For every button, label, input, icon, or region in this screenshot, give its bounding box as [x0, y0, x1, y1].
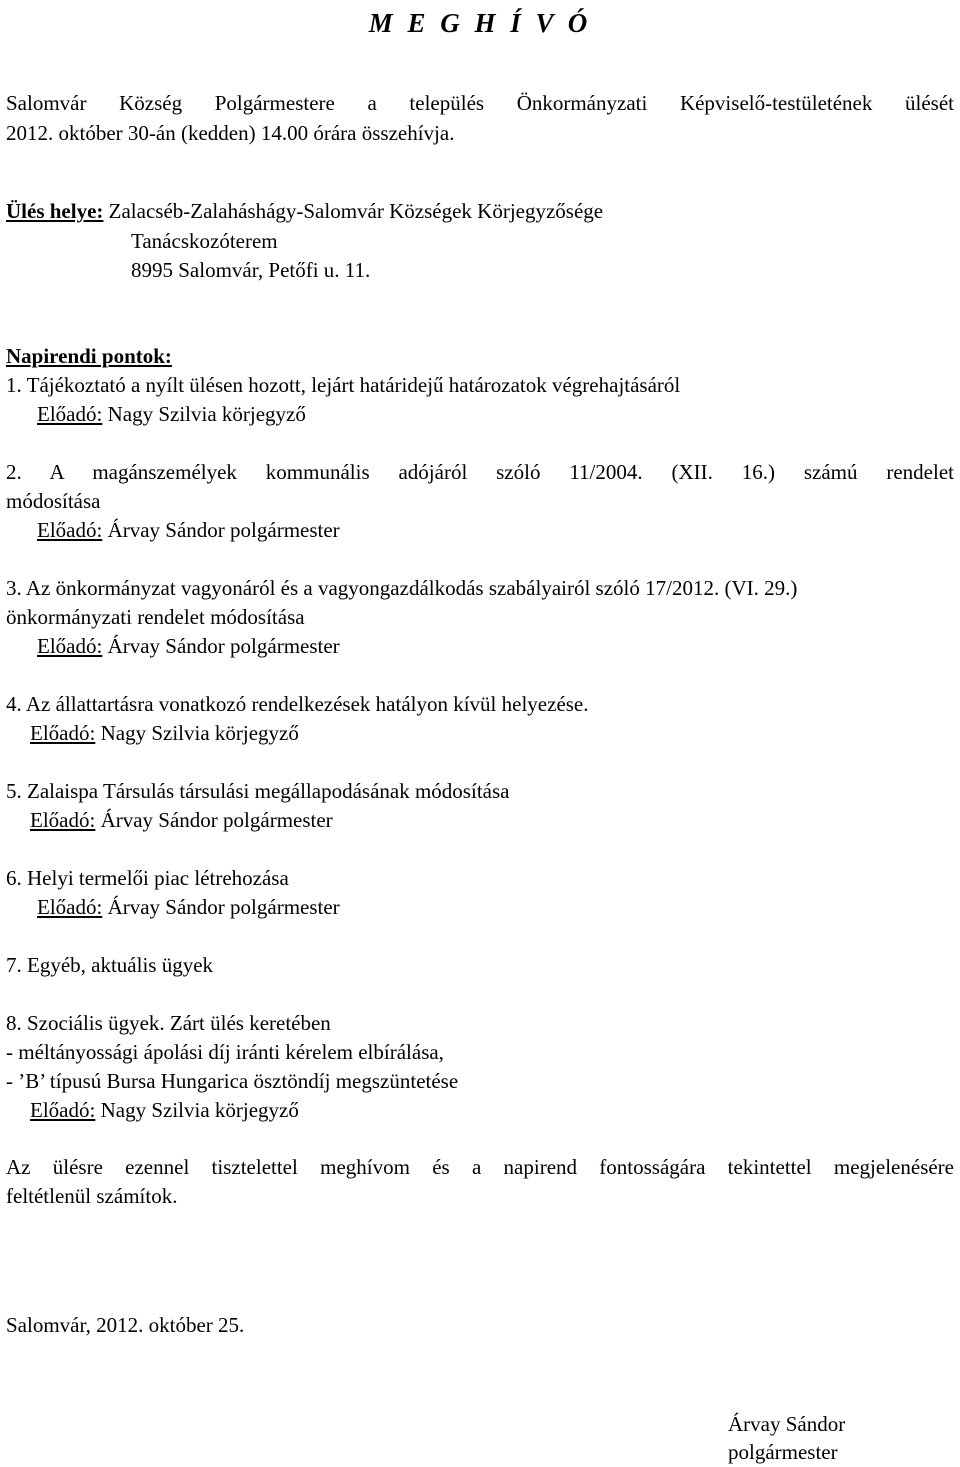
presenter-name: Árvay Sándor polgármester	[107, 518, 340, 542]
presenter-label: Előadó:	[30, 1098, 96, 1122]
presenter-name: Nagy Szilvia körjegyző	[100, 721, 299, 745]
agenda-item-3-cont: önkormányzati rendelet módosítása	[6, 605, 305, 629]
venue-label: Ülés helye:	[6, 199, 104, 223]
document-title: M E G H Í V Ó	[368, 8, 592, 38]
agenda-item-7: 7. Egyéb, aktuális ügyek	[6, 953, 214, 977]
agenda-item-8-sub-1: - méltányossági ápolási díj iránti kérelem elbírálása,	[6, 1040, 444, 1064]
presenter-name: Nagy Szilvia körjegyző	[100, 1098, 299, 1122]
signature-role: polgármester	[728, 1440, 838, 1464]
agenda-item-3: 3. Az önkormányzat vagyonáról és a vagyongazdálkodás szabályairól szóló 17/2012. (VI. 29.)	[6, 576, 798, 600]
presenter-label: Előadó:	[37, 895, 103, 919]
closing-line-1: Az ülésre ezennel tisztelettel meghívom és a napirend fontosságára tekintettel megjelenésére	[6, 1155, 954, 1179]
presenter-label: Előadó:	[30, 808, 96, 832]
agenda-item-4-presenter	[30, 721, 299, 746]
signature-name: Árvay Sándor	[728, 1412, 846, 1436]
agenda-item-3-presenter	[37, 634, 340, 659]
intro-line-2: 2012. október 30-án (kedden) 14.00 órára összehívja.	[6, 121, 455, 145]
closing-line-2: feltétlenül számítok.	[6, 1184, 178, 1208]
presenter-name: Árvay Sándor polgármester	[100, 808, 333, 832]
venue-line-2: Tanácskozóterem	[131, 229, 278, 253]
agenda-item-1-presenter	[37, 402, 306, 427]
agenda-item-6: 6. Helyi termelői piac létrehozása	[6, 866, 289, 890]
agenda-item-8-presenter	[30, 1098, 299, 1123]
agenda-item-6-presenter	[37, 895, 340, 920]
agenda-heading: Napirendi pontok:	[6, 344, 172, 368]
intro-line-1: Salomvár Község Polgármestere a település Önkormányzati Képviselő-testületének ülését	[6, 91, 954, 115]
presenter-name: Árvay Sándor polgármester	[107, 634, 340, 658]
agenda-item-8: 8. Szociális ügyek. Zárt ülés keretében	[6, 1011, 331, 1035]
agenda-item-8-sub-2: - ’B’ típusú Bursa Hungarica ösztöndíj megszüntetése	[6, 1069, 459, 1093]
presenter-label: Előadó:	[37, 518, 103, 542]
presenter-name: Árvay Sándor polgármester	[107, 895, 340, 919]
place-date: Salomvár, 2012. október 25.	[6, 1313, 245, 1337]
venue-line-1	[6, 199, 603, 224]
presenter-name: Nagy Szilvia körjegyző	[107, 402, 306, 426]
venue-name: Zalacséb-Zalaháshágy-Salomvár Községek Körjegyzősége	[108, 199, 604, 223]
agenda-item-2: 2. A magánszemélyek kommunális adójáról szóló 11/2004. (XII. 16.) számú rendelet	[6, 460, 954, 484]
agenda-item-5: 5. Zalaispa Társulás társulási megállapodásának módosítása	[6, 779, 510, 803]
presenter-label: Előadó:	[30, 721, 96, 745]
presenter-label: Előadó:	[37, 402, 103, 426]
agenda-item-1: 1. Tájékoztató a nyílt ülésen hozott, lejárt határidejű határozatok végrehajtásáról	[6, 373, 681, 397]
agenda-item-5-presenter	[30, 808, 333, 833]
venue-address: 8995 Salomvár, Petőfi u. 11.	[131, 258, 371, 282]
agenda-item-4: 4. Az állattartásra vonatkozó rendelkezések hatályon kívül helyezése.	[6, 692, 589, 716]
agenda-item-2-cont: módosítása	[6, 489, 101, 513]
presenter-label: Előadó:	[37, 634, 103, 658]
agenda-item-2-presenter	[37, 518, 340, 543]
